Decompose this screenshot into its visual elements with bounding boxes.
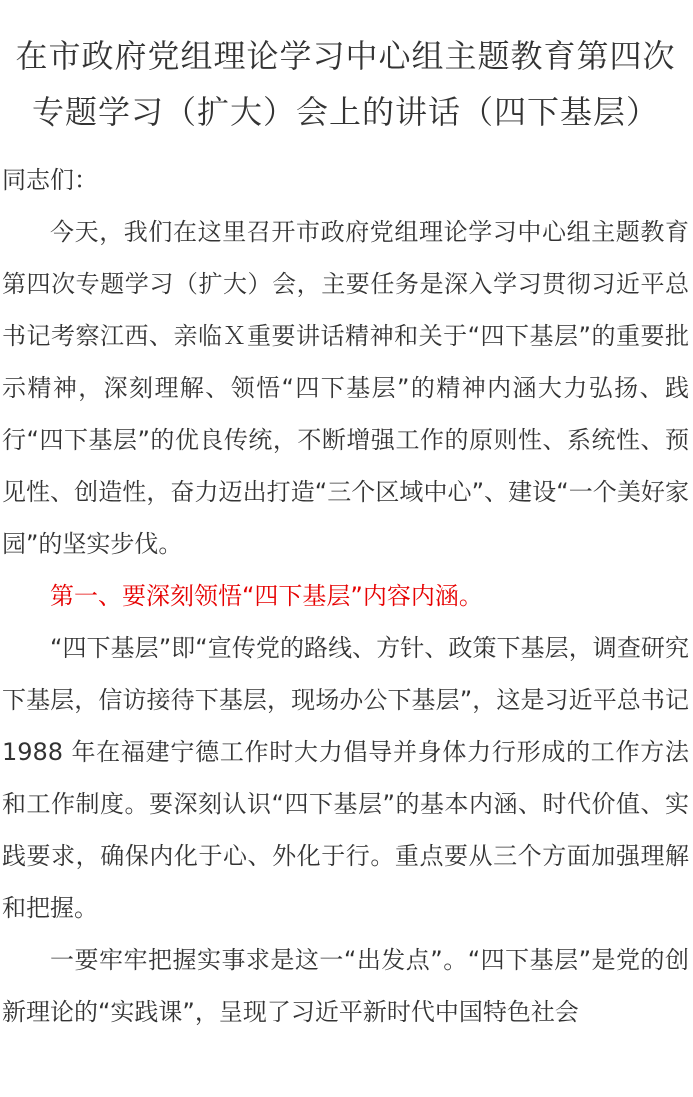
section-heading-1: 第一、要深刻领悟“四下基层”内容内涵。 (50, 582, 483, 610)
document-title: 在市政府党组理论学习中心组主题教育第四次专题学习（扩大）会上的讲话（四下基层） (15, 37, 676, 131)
paragraph-point-one: 一要牢牢把握实事求是这一“出发点”。“四下基层”是党的创新理论的“实践课”，呈现了习近平新时代中国特色社会 (2, 946, 689, 1026)
salutation: 同志们： (2, 166, 98, 194)
paragraph-four-down-definition: “四下基层”即“宣传党的路线、方针、政策下基层，调查研究下基层，信访接待下基层，现场办公下基层”，这是习近平总书记 1988 年在福建宁德工作时大力倡导并身体力行形成的工作方法和工作制度。要深刻认识“四下基层”的基本内涵、时代价值、实践要求，确保内化于心、外化于行。重点要从三个方面加强理解和把握。 (2, 634, 689, 922)
paragraph-intro: 今天，我们在这里召开市政府党组理论学习中心组主题教育第四次专题学习（扩大）会，主要任务是深入学习贯彻习近平总书记考察江西、亲临Ｘ重要讲话精神和关于“四下基层”的重要批示精神，深刻理解、领悟“四下基层”的精神内涵大力弘扬、践行“四下基层”的优良传统，不断增强工作的原则性、系统性、预见性、创造性，奋力迈出打造“三个区域中心”、建设“一个美好家园”的坚实步伐。 (2, 218, 689, 558)
